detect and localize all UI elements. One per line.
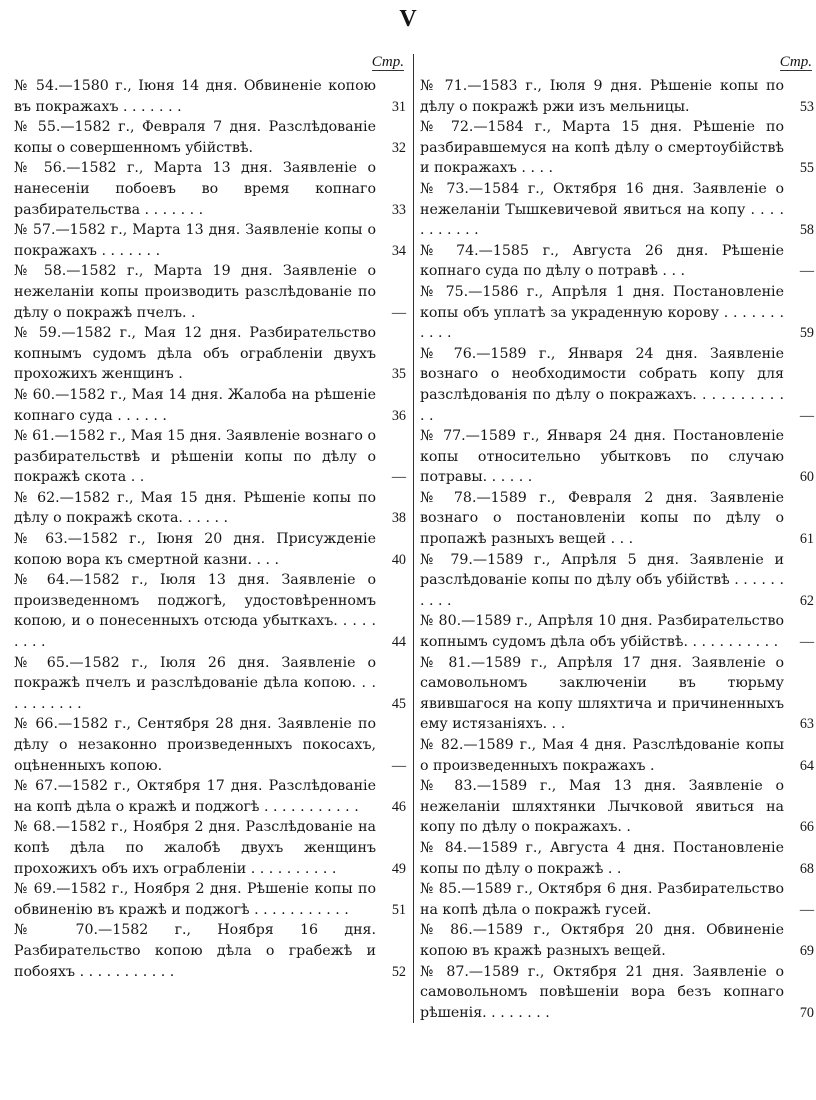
entry-title: № 69.—1582 г., Ноября 2 дня. Рѣшеніе копы по обвиненію въ кражѣ и поджогѣ . . . . . . . . . . . (14, 881, 376, 918)
entry-page-number: 49 (391, 860, 406, 877)
toc-entry (14, 323, 406, 385)
entry-page-number: 59 (799, 325, 814, 342)
toc-entry (14, 879, 406, 920)
entry-page-number: 60 (799, 469, 814, 486)
entry-title: № 64.—1582 г., Іюля 13 дня. Заявленіе о произведенномъ поджогѣ, удостовѣренномъ копою, и о понесенныхъ отсюда убыткахъ. . . . . . . . . (14, 572, 376, 651)
entry-page-number: 68 (799, 860, 814, 877)
entry-title: № 86.—1589 г., Октября 20 дня. Обвиненіе копою въ кражѣ разныхъ вещей. (420, 922, 784, 959)
toc-entry (420, 879, 814, 920)
entry-page-number: — (391, 757, 406, 774)
toc-list-right (420, 76, 814, 1023)
entry-page-number: 69 (799, 942, 814, 959)
entry-title: № 87.—1589 г., Октября 21 дня. Заявленіе о самовольномъ повѣшеніи вора безъ копнаго рѣшенія. . . . . . . . (420, 963, 784, 1021)
toc-entry (14, 76, 406, 117)
entry-page-number: 31 (391, 98, 406, 115)
entry-title: № 68.—1582 г., Ноября 2 дня. Разслѣдованіе на копѣ дѣла по жалобѣ двухъ женщинъ прохожихъ объ ихъ ограбленіи . . . . . . . . . . (14, 819, 376, 877)
toc-entry (14, 426, 406, 488)
toc-entry (14, 817, 406, 879)
entry-title: № 78.—1589 г., Февраля 2 дня. Заявленіе вознаго о постановленіи копы по дѣлу о пропажѣ разныхъ вещей . . . (420, 489, 784, 548)
entry-page-number: 52 (391, 963, 406, 980)
entry-page-number: — (799, 263, 814, 280)
entry-page-number: 55 (799, 160, 814, 177)
toc-entry (420, 426, 814, 488)
toc-entry (14, 158, 406, 220)
entry-page-number: 35 (391, 366, 406, 383)
entry-page-number: 40 (391, 551, 406, 568)
toc-entry (14, 117, 406, 158)
entry-title: № 61.—1582 г., Мая 15 дня. Заявленіе вознаго о разбирательствѣ и рѣшеніи копы по дѣлу о покражѣ скота . . (14, 428, 376, 486)
entry-page-number: — (799, 634, 814, 651)
entry-page-number: 46 (391, 798, 406, 815)
toc-column-right (413, 54, 814, 1023)
toc-entry (420, 76, 814, 117)
toc-entry (420, 653, 814, 735)
page-number: V (399, 6, 417, 32)
entry-title: № 77.—1589 г., Января 24 дня. Постановленіе копы относительно убытковъ по случаю потравы. . . . . . (420, 428, 784, 486)
toc-entry (420, 838, 814, 879)
entry-page-number: — (799, 901, 814, 918)
entry-title: № 71.—1583 г., Іюля 9 дня. Рѣшеніе копы по дѣлу о покражѣ ржи изъ мельницы. (420, 78, 784, 115)
toc-entry (14, 220, 406, 261)
entry-page-number: 63 (799, 716, 814, 733)
entry-page-number: 70 (799, 1004, 814, 1021)
entry-title: № 79.—1589 г., Апрѣля 5 дня. Заявленіе и разслѣдованіе копы по дѣлу объ убійствѣ . . . . . . . . . . (420, 551, 784, 609)
toc-entry (14, 653, 406, 715)
toc-entry (420, 488, 814, 550)
toc-entry (14, 261, 406, 323)
entry-title: № 54.—1580 г., Іюня 14 дня. Обвиненіе копою въ покражахъ . . . . . . . (14, 78, 376, 115)
toc-entry (420, 117, 814, 179)
entry-page-number: — (391, 304, 406, 321)
entry-page-number: 62 (799, 592, 814, 609)
entry-title: № 81.—1589 г., Апрѣля 17 дня. Заявленіе о самовольномъ заключеніи въ тюрьму явившагося на копу шляхтича и причиненныхъ ему истязаніяхъ. . . (420, 654, 784, 733)
toc-entry (420, 179, 814, 241)
entry-title: № 63.—1582 г., Іюня 20 дня. Присужденіе копою вора къ смертной казни. . . . (14, 531, 376, 568)
entry-page-number: 34 (391, 242, 406, 259)
entry-title: № 57.—1582 г., Марта 13 дня. Заявленіе копы о покражахъ . . . . . . . (14, 222, 376, 259)
entry-title: № 55.—1582 г., Февраля 7 дня. Разслѣдованіе копы о совершенномъ убійствѣ. (14, 119, 376, 156)
entry-title: № 82.—1589 г., Мая 4 дня. Разслѣдованіе копы о произведенныхъ покражахъ . (420, 737, 784, 774)
entry-title: № 62.—1582 г., Мая 15 дня. Рѣшеніе копы по дѣлу о покражѣ скота. . . . . . (14, 489, 376, 527)
entry-page-number: — (391, 469, 406, 486)
entry-page-number: 32 (391, 139, 406, 156)
entry-page-number: 58 (799, 222, 814, 239)
entry-title: № 70.—1582 г., Ноября 16 дня. Разбирательство копою дѣла о грабежѣ и побояхъ . . . . . . . . . . . (14, 922, 376, 980)
toc-entry (420, 282, 814, 344)
entry-title: № 65.—1582 г., Іюля 26 дня. Заявленіе о покражѣ пчелъ и разслѣдованіе дѣла копою. . . . . . . . . . . (14, 654, 376, 712)
entry-title: № 80.—1589 г., Апрѣля 10 дня. Разбирательство копнымъ судомъ дѣла объ убійствѣ. . . . . . . . . . . (420, 613, 784, 651)
entry-title: № 72.—1584 г., Марта 15 дня. Рѣшеніе по разбиравшемуся на копѣ дѣлу о смертоубійствѣ и покражахъ . . . . (420, 119, 784, 177)
toc-entry (14, 714, 406, 776)
entry-title: № 73.—1584 г., Октября 16 дня. Заявленіе о нежеланіи Тышкевичевой явиться на копу . . . . . . . . . . . (420, 180, 784, 239)
toc-entry (14, 488, 406, 529)
entry-page-number: 64 (799, 757, 814, 774)
toc-column-left (14, 54, 406, 982)
toc-entry (420, 735, 814, 776)
toc-entry (420, 241, 814, 282)
toc-entry (14, 570, 406, 652)
entry-page-number: 61 (799, 531, 814, 548)
toc-list-left (14, 76, 406, 982)
entry-title: № 85.—1589 г., Октября 6 дня. Разбирательство на копѣ дѣла о покражѣ гусей. (420, 881, 784, 918)
toc-entry (420, 920, 814, 961)
page-column-header: Стр. (779, 54, 812, 70)
entry-title: № 56.—1582 г., Марта 13 дня. Заявленіе о нанесеніи побоевъ во время копнаго разбирательства . . . . . . . (14, 160, 376, 218)
entry-page-number: 36 (391, 407, 406, 424)
toc-entry (420, 776, 814, 838)
toc-entry (420, 550, 814, 612)
entry-page-number: 51 (391, 901, 406, 918)
entry-title: № 67.—1582 г., Октября 17 дня. Разслѣдованіе на копѣ дѣла о кражѣ и поджогѣ . . . . . . . . . . . (14, 778, 376, 815)
toc-entry (14, 920, 406, 982)
entry-page-number: 33 (391, 201, 406, 218)
toc-entry (420, 962, 814, 1024)
toc-entry (14, 385, 406, 426)
entry-page-number: 66 (799, 819, 814, 836)
entry-page-number: 44 (391, 634, 406, 651)
entry-page-number: 45 (391, 695, 406, 712)
toc-entry (14, 776, 406, 817)
page-column-header: Стр. (371, 54, 404, 70)
entry-page-number: 38 (391, 510, 406, 527)
entry-title: № 58.—1582 г., Марта 19 дня. Заявленіе о нежеланіи копы производить разслѣдованіе по дѣлу о покражѣ пчелъ. . (14, 263, 376, 321)
entry-title: № 75.—1586 г., Апрѣля 1 дня. Постановленіе копы объ уплатѣ за украденную корову . . . . . . . . . . . (420, 283, 784, 342)
entry-title: № 84.—1589 г., Августа 4 дня. Постановленіе копы по дѣлу о покражѣ . . (420, 839, 784, 877)
entry-page-number: 53 (799, 98, 814, 115)
entry-title: № 83.—1589 г., Мая 13 дня. Заявленіе о нежеланіи шляхтянки Лычковой явиться на копу по дѣлу о покражахъ. . (420, 778, 784, 836)
toc-entry (420, 344, 814, 426)
entry-title: № 59.—1582 г., Мая 12 дня. Разбирательство копнымъ судомъ дѣла объ ограбленіи двухъ прохожихъ женщинъ . (14, 325, 376, 383)
toc-entry (14, 529, 406, 570)
entry-title: № 76.—1589 г., Января 24 дня. Заявленіе вознаго о необходимости собрать копу для разслѣдованія по дѣлу о покражахъ. . . . . . . . . . . . (420, 345, 784, 424)
entry-title: № 66.—1582 г., Сентября 28 дня. Заявленіе по дѣлу о незаконно произведенныхъ покосахъ, оцѣненныхъ копою. (14, 716, 376, 774)
toc-entry (420, 611, 814, 652)
entry-title: № 74.—1585 г., Августа 26 дня. Рѣшеніе копнаго суда по дѣлу о потравѣ . . . (420, 242, 784, 280)
entry-page-number: — (799, 407, 814, 424)
entry-title: № 60.—1582 г., Мая 14 дня. Жалоба на рѣшеніе копнаго суда . . . . . . (14, 386, 376, 424)
